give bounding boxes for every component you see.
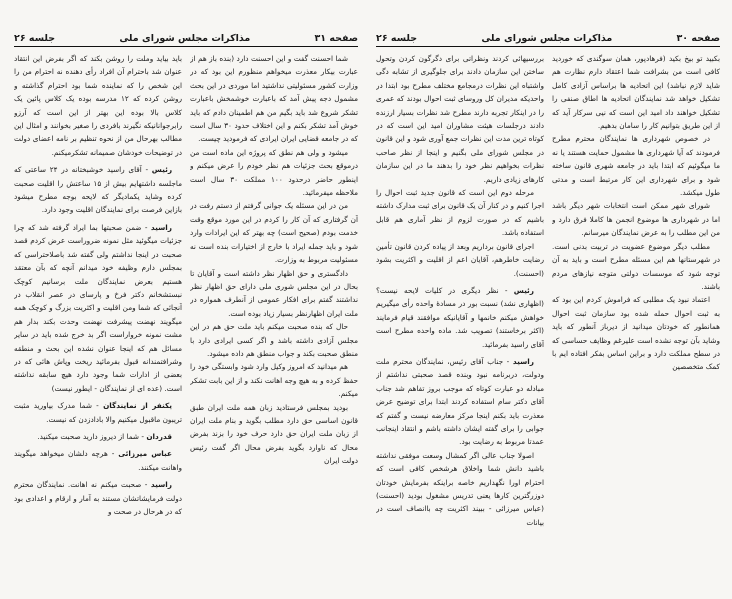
text-column-left (14, 52, 182, 579)
paragraph: بررسیهائی کردند ونظراتی برای دگرگون کردن وتحول ساختن این سازمان دادند برای جلوگیری از تشابه دگی واشتباه این نظرات درمجامع مختلف مطرح بود ابتدا در واحدیکه مدیران کل وروسای ثبت احوال بودند که عمری را در اینکار تجربه دارند مطرح شد نظرات بسیار ارزنده دادند درجلسات هیئت مشاوران امید این است که در کوتاه ترین مدت این نظرات جمع آوری شود و این قانون در مجلس شورای ملی بگنیم و اینجا از نظر صاحب نظرات بخواهیم نظر خود را بدهند ما در این سازمان کارهای زیادی داریم. (376, 54, 544, 184)
speech-text: - هرچه دلشان میخواهد میگویند واهانت میکنند. (14, 449, 182, 472)
paragraph: مرحله دوم این است که قانون جدید ثبت احوال را اجرا کنیم و در کنار آن یک قانون برای ثبت مدارک داشته باشیم که در صورت لزوم از نظر آماری هم قابل استفاده باشد. (376, 188, 544, 238)
text-column-right (190, 52, 358, 579)
publication-title: مذاکرات مجلس شورای ملی (119, 33, 251, 44)
speaker-paragraph (14, 430, 182, 443)
speech-text: - آقای راسید خوشبختانه در ۲۴ ساعتی که ماجلسه داشتهایم بیش از ۱۵ ساعتش را اقلیت صحبت کرده وشاید یکمادیگر که لایحه بوجه مطرح میشود بازاین فرصت برای نمایندگان اقلیت وجود دارد. (14, 165, 182, 215)
page-header (376, 28, 720, 47)
speech-text: - صحبت میکنم نه اهانت. نمایندگان محترم دولت فرمایشاتشان مستند به آمار و ارقام و اعدادی بود که در هرحال در صحت و (14, 480, 182, 516)
paragraph: حال که بنده صحبت میکنم باید ملت حق هم در این مجلس آزادی داشته باشد و اگر کسی ایرادی دارد با منطق صحبت بکند و جواب منطق هم داده میشود. (190, 322, 358, 358)
speaker-paragraph (14, 447, 182, 474)
text-columns (376, 52, 720, 579)
speaker-name: راسید (150, 222, 172, 232)
text-column-right (552, 52, 720, 579)
session-number: جلسه ۲۶ (376, 33, 418, 44)
speaker-name: رئیس (151, 165, 173, 175)
speaker-paragraph (14, 221, 182, 395)
speech-text: - ضمن صحبتها بما ایراد گرفته شد که چرا جزئیات میگوئید مثل نمونه ضروراست عرض کردم قصد صحبت در اینجا نداشتم ولی گفته شد باصلاحتراسی که بمجلس دارم وظیفه خود میدانم آنچه که بآن معتقد هستیم بعرض نمایندگان ملت برسانیم کوچک نبستشخانم دکتر فرخ و پارسای در عصر انقلاب در آنجائی که شما ومن اقلیت و اکثریت بزرگ و کوچک همه میگویند نهضت پیشرفت نهضت وحدت بکند بدار هم مشت نمونه خرواراست اگر بد خرج شده باید در سایر مسائل هم که اینجا عنوان نشده این بحث و منطقه وشرافتمندانه قبول بفرمائید ریخت وپاش هائی که در بعضی از ادارات شما وجود دارد هیچ سابقه نداشته است. (عده ای از نمایندگان - ایطور نیست) (14, 222, 182, 393)
paragraph: شما احسنت گفت و این احسنت دارد (بنده باز هم از عبارت بیکار معذرت میخواهم منظورم این بود که در وزارت کشور مسئولیتی نداشتید اما موردی در این بحث مشمول دجه پیش آمد که باعبارت خوشمخش باعبارت تشکر شروع شد باید بگیم من هم اطمینان دادم که باید خوش آمد تشکر بکنم و این اختلاف حدود ۳۰ سال است که در جامعه قضایی ایران ایرادی که فرمودید چیست. (190, 54, 358, 144)
speaker-name: راسید (150, 480, 172, 490)
publication-title: مذاکرات مجلس شورای ملی (481, 33, 613, 44)
speech-text: - نظر دیگری در کلیات لایحه نیست؟ (اظهاری نشد) نسبت بور در مسادهٔ واحده رأی میگیریم خواهش میکنم خانمها و آقایانیکه موافقند قیام فرمایند (اکثر برخاستند) تصویب شد. ماده واحده مطرح است آقای راسید بفرمائید. (376, 285, 544, 349)
paragraph: اعتماد نبود یک مطلبی که فراموش کردم این بود که به ثبت احوال حمله شده بود سازمان ثبت احوال همانطور که خودتان میدانید از دیرباز آنطور که باید وشاید بآن توجه نشده است علیرغم وظایف حساسی که در سطح مملکت دارد و براین اساس بفکر افتاده ایم با کمک متخصصین (552, 295, 720, 372)
paragraph: دادگستری و حق اظهار نظر داشته است و آقایان تا بحال در این مجلس شوری ملی دارای حق اظهار نظر نداشتند گفتم برای افکار عمومی از آنطرف همواره در ملت ایران اظهارنظر بسیار زیاد بوده است. (190, 268, 358, 318)
speaker-name: راسید (512, 356, 534, 366)
speaker-name: یکنفر از نمایندگان (103, 401, 172, 411)
page-31 (0, 0, 362, 599)
speaker-paragraph (376, 355, 544, 449)
paragraph: اجرای قانون برداریم وبعد از پیاده کردن قانون تأمین رضایت خاطرهم، آقایان اعم از اقلیت و اکثریت بشود (احسنت). (376, 241, 544, 278)
speech-text: - شما مدرک بیاورید مثبت تریبون ماقبول میکنیم والا بادادزدن که نیست. (14, 401, 182, 424)
page-header (14, 28, 358, 47)
session-number: جلسه ۲۶ (14, 33, 56, 44)
speech-text: - جناب آقای رئیس، نمایندگان محترم ملت ودولت، دربرنامه نبود وبنده قصد صحبتی نداشتم از مبادله دو عبارت کوتاه که موجب بروز تفاهم شد جناب آقای دکتر سام استفاده کردند ابتدا برای توضیح عرض معذرت باید بکنم اینجا مرکز معارضه نیست و گفتم که جوابی را برای گفته ایشان داشته باشم و انتقاد اینجانب عمدتا مربوط به رضایت بود. (376, 356, 544, 447)
paragraph: در خصوص شهرداری ها نمایندگان محترم مطرح فرمودند که آیا شهرداری ها مشمول حمایت هستند یا نه ما میگوئیم که ابتدا باید در جامعه شهری قانون ساخته شود و برای شهرداری این کار مرتبط است و مدتی طول میکشد. (552, 134, 720, 198)
paragraph: اصولا جناب عالی اگر کمشال وسعت موفقی نداشته باشید دانش شما واخلاق هرشخص کافی است که احترام اورا نگهداریم خاصه براینکه بفرمایش خودتان دوزرگترین کارها یعنی تدریس مشغول بودید (احسنت) (عباس میرزائی - ببیند اکثریت چه باانصاف است در بیانات (376, 450, 544, 527)
speaker-paragraph (14, 399, 182, 426)
page-number: صفحه ۳۱ (314, 33, 358, 44)
text-columns (14, 52, 358, 579)
paragraph: باید بیاید وملت را روشن بکند که اگر بفرض این انتقاد عنوان شد باحترام آن افراد رأی دهنده نه احترام من را این شخص را که نماینده شما بود احترام گذاشته و روشن کرده که ۱۲ مدرسه بوده یک کلاس پائین یک کلاس بالا بوده این بهتر از این است که آرزو رابرجوانانیکه نگیرند بافردی را صغیر بخوانند و امثال این مطالب بهرحال من از نحوه تنظیم بر نامه اعضای دولت در توضیحات خودشان صمیمانه تشکرمیکنم. (14, 54, 182, 157)
paragraph: میشود و ولی هم نطق که پروژه این ماده است من درموقع بحث جزئیات هم نظر خودم را عرض میکنم و اینطور حاضر درحدود ۱۰۰ مملکت ۳۰ سال است ملاحظه میفرمائید. (190, 147, 358, 198)
speech-text: - شما از دیروز دارید صحبت میکنید. (37, 431, 144, 441)
speaker-paragraph (376, 284, 544, 351)
paragraph: بودید بمجلس فرستادید زبان همه ملت ایران طبق قانون اساسی حق دارد مطلب بگوید و بنام ملت ایران از زبان ملت ایران حق دارد حرف خود را بزند بفرض محال که ناوارد بگوید بفرض محال اگر گفت رئیس دولت ایران (190, 402, 358, 466)
speaker-paragraph (14, 478, 182, 518)
paragraph: من در این مسئله یک جوانی گرفتم از دستم رفت در آن گرفتاری که آن کار را کردم در این مورد موقع وقت خدمت بودم (صحیح است) چه بهتر که این ایرادات وارد شود و باید جمله ایراد با خارج از اختیارات بنده است نه مسئولیت مربوط به وزارت. (190, 201, 358, 265)
paragraph: هم میدانید که امروز وکیل وارد شود وابستگی خود را حفظ کرده و به هیچ وجه اهانت نکند و از این بابت تشکر میکنم. (190, 362, 358, 399)
speaker-paragraph (14, 163, 182, 217)
paragraph: بکبید تو بیخ بکید (فرهادپور، همان سوگندی که خوردید کافی است من بشرافت شما اعتقاد دارم نظارت هم شاید لازم نباشد) این اتحادیه ها براساس آزادی کامل تشکیل خواهد شد نمایندگان اتحادیه ها اطاق صنفی را تشکیل خواهند داد امید این است که نیی سرکار آید که از این طریق بتوانیم کار را سامان بدهیم. (552, 54, 720, 131)
page-30 (370, 0, 732, 599)
speaker-name: رئیس (513, 285, 534, 295)
paragraph: شورای شهر ممکن است انتخابات شهر دیگر باشد اما در شهرداری ها موضوع انجمن ها کاملا فرق دارد و من این مطلب را به عرض نمایندگان میرسانم. (552, 201, 720, 238)
speaker-name: عباس میرزائی (118, 449, 172, 459)
page-number: صفحه ۳۰ (676, 33, 720, 44)
paragraph: مطلب دیگر موضوع عضویت در تربیت بدنی است. در شهرستانها هم این مسئله مطرح است و باید به آن توجه شود که موسسات دولتی متوجه نیازهای مردم باشند. (552, 241, 720, 291)
speaker-name: قدردان (146, 431, 172, 441)
text-column-left (376, 52, 544, 579)
